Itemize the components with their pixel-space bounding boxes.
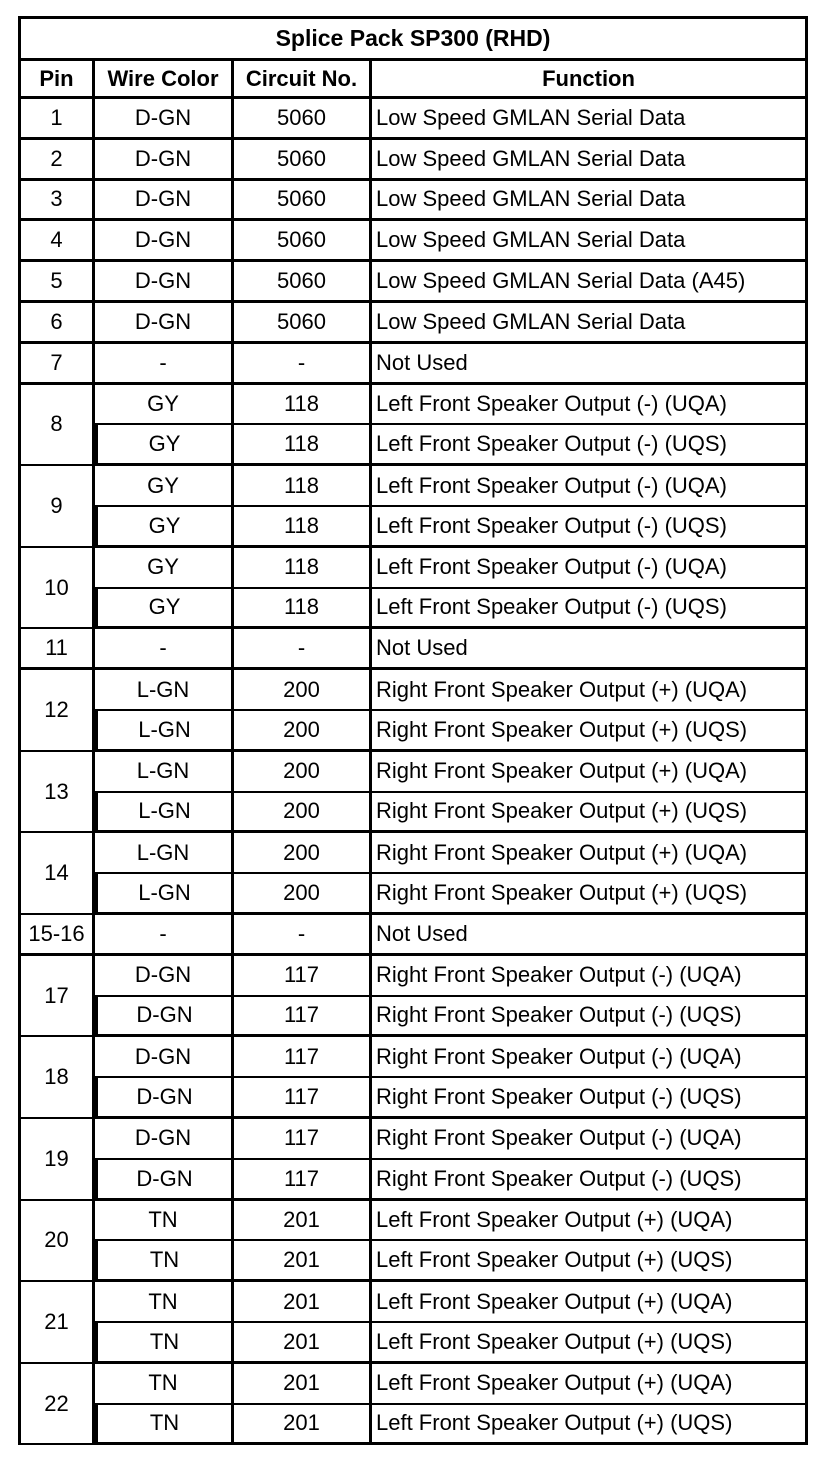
- circuit-cell: 118: [234, 425, 372, 466]
- header-circuit-no: Circuit No.: [234, 61, 372, 99]
- function-cell: Right Front Speaker Output (+) (UQS): [372, 793, 808, 834]
- pin-cell: 10: [18, 548, 95, 630]
- table-row: [18, 711, 808, 752]
- wire-color-cell: D-GN: [95, 997, 234, 1038]
- table-row: [18, 1037, 808, 1078]
- circuit-cell: 200: [234, 711, 372, 752]
- circuit-cell: 117: [234, 1078, 372, 1119]
- table-row: [18, 385, 808, 426]
- header-pin: Pin: [18, 61, 95, 99]
- circuit-cell: 200: [234, 752, 372, 793]
- pin-cell: 22: [18, 1364, 95, 1446]
- pin-cell: 19: [18, 1119, 95, 1201]
- function-cell: Left Front Speaker Output (-) (UQA): [372, 385, 808, 426]
- pin-cell: 7: [18, 344, 95, 385]
- table-row: [18, 1201, 808, 1242]
- pin-cell: 3: [18, 181, 95, 222]
- circuit-cell: 117: [234, 1037, 372, 1078]
- wire-color-cell: -: [95, 629, 234, 670]
- circuit-cell: 118: [234, 466, 372, 507]
- header-function: Function: [372, 61, 808, 99]
- pin-cell: 21: [18, 1282, 95, 1364]
- circuit-cell: 200: [234, 670, 372, 711]
- table-row: [18, 956, 808, 997]
- function-cell: Right Front Speaker Output (-) (UQS): [372, 997, 808, 1038]
- function-cell: Right Front Speaker Output (+) (UQA): [372, 752, 808, 793]
- table-row: [18, 99, 808, 140]
- table-title: Splice Pack SP300 (RHD): [18, 16, 808, 61]
- circuit-cell: 200: [234, 793, 372, 834]
- table-row: [18, 1323, 808, 1364]
- circuit-cell: 117: [234, 1119, 372, 1160]
- table-row: [18, 221, 808, 262]
- pin-cell: 8: [18, 385, 95, 467]
- pin-cell: 11: [18, 629, 95, 670]
- pin-cell: 15-16: [18, 915, 95, 956]
- wire-color-cell: TN: [95, 1282, 234, 1323]
- wire-color-cell: L-GN: [95, 874, 234, 915]
- wire-color-cell: -: [95, 344, 234, 385]
- pin-cell: 18: [18, 1037, 95, 1119]
- pin-cell: 14: [18, 833, 95, 915]
- circuit-cell: 118: [234, 385, 372, 426]
- circuit-cell: 5060: [234, 262, 372, 303]
- table-row: [18, 466, 808, 507]
- function-cell: Low Speed GMLAN Serial Data: [372, 99, 808, 140]
- table-row: [18, 1160, 808, 1201]
- table-row: [18, 181, 808, 222]
- table-row: [18, 1119, 808, 1160]
- pin-cell: 20: [18, 1201, 95, 1283]
- circuit-cell: 201: [234, 1364, 372, 1405]
- function-cell: Low Speed GMLAN Serial Data: [372, 303, 808, 344]
- wire-color-cell: L-GN: [95, 670, 234, 711]
- wire-color-cell: D-GN: [95, 1078, 234, 1119]
- pin-cell: 2: [18, 140, 95, 181]
- function-cell: Right Front Speaker Output (-) (UQA): [372, 1037, 808, 1078]
- function-cell: Right Front Speaker Output (-) (UQA): [372, 1119, 808, 1160]
- wire-color-cell: D-GN: [95, 221, 234, 262]
- function-cell: Low Speed GMLAN Serial Data: [372, 140, 808, 181]
- wire-color-cell: D-GN: [95, 1119, 234, 1160]
- function-cell: Left Front Speaker Output (+) (UQS): [372, 1405, 808, 1446]
- function-cell: Left Front Speaker Output (-) (UQA): [372, 466, 808, 507]
- wire-color-cell: GY: [95, 466, 234, 507]
- table-row: [18, 425, 808, 466]
- wire-color-cell: TN: [95, 1323, 234, 1364]
- splice-pack-table: [18, 16, 808, 1445]
- function-cell: Left Front Speaker Output (-) (UQS): [372, 507, 808, 548]
- pin-cell: 6: [18, 303, 95, 344]
- table-row: [18, 1282, 808, 1323]
- table-row: [18, 670, 808, 711]
- table-body: [18, 99, 808, 1445]
- function-cell: Low Speed GMLAN Serial Data: [372, 221, 808, 262]
- circuit-cell: 117: [234, 956, 372, 997]
- function-cell: Left Front Speaker Output (+) (UQA): [372, 1201, 808, 1242]
- table-row: [18, 1364, 808, 1405]
- wire-color-cell: D-GN: [95, 303, 234, 344]
- table-row: [18, 262, 808, 303]
- wire-color-cell: TN: [95, 1201, 234, 1242]
- wire-color-cell: GY: [95, 507, 234, 548]
- circuit-cell: 5060: [234, 99, 372, 140]
- circuit-cell: -: [234, 915, 372, 956]
- wire-color-cell: D-GN: [95, 1037, 234, 1078]
- wire-color-cell: TN: [95, 1241, 234, 1282]
- table-row: [18, 793, 808, 834]
- function-cell: Not Used: [372, 344, 808, 385]
- wire-color-cell: D-GN: [95, 956, 234, 997]
- wire-color-cell: GY: [95, 425, 234, 466]
- wire-color-cell: GY: [95, 589, 234, 630]
- table-row: [18, 915, 808, 956]
- wire-color-cell: D-GN: [95, 181, 234, 222]
- table-row: [18, 1241, 808, 1282]
- circuit-cell: 201: [234, 1323, 372, 1364]
- function-cell: Right Front Speaker Output (-) (UQS): [372, 1160, 808, 1201]
- table-row: [18, 140, 808, 181]
- table-row: [18, 507, 808, 548]
- table-row: [18, 752, 808, 793]
- header-wire-color: Wire Color: [95, 61, 234, 99]
- wire-color-cell: D-GN: [95, 262, 234, 303]
- circuit-cell: 118: [234, 589, 372, 630]
- function-cell: Right Front Speaker Output (+) (UQA): [372, 833, 808, 874]
- circuit-cell: 118: [234, 548, 372, 589]
- wire-color-cell: TN: [95, 1405, 234, 1446]
- wire-color-cell: D-GN: [95, 1160, 234, 1201]
- function-cell: Not Used: [372, 915, 808, 956]
- pin-cell: 4: [18, 221, 95, 262]
- pin-cell: 9: [18, 466, 95, 548]
- wire-color-cell: GY: [95, 548, 234, 589]
- wire-color-cell: D-GN: [95, 99, 234, 140]
- pin-cell: 17: [18, 956, 95, 1038]
- table-row: [18, 303, 808, 344]
- function-cell: Left Front Speaker Output (+) (UQS): [372, 1323, 808, 1364]
- circuit-cell: -: [234, 629, 372, 670]
- table-row: [18, 833, 808, 874]
- circuit-cell: 117: [234, 997, 372, 1038]
- function-cell: Right Front Speaker Output (+) (UQS): [372, 711, 808, 752]
- wire-color-cell: L-GN: [95, 711, 234, 752]
- wire-color-cell: D-GN: [95, 140, 234, 181]
- table-row: [18, 589, 808, 630]
- wire-color-cell: L-GN: [95, 752, 234, 793]
- table-row: [18, 344, 808, 385]
- pin-cell: 13: [18, 752, 95, 834]
- table-row: [18, 1078, 808, 1119]
- function-cell: Right Front Speaker Output (-) (UQS): [372, 1078, 808, 1119]
- function-cell: Right Front Speaker Output (+) (UQS): [372, 874, 808, 915]
- function-cell: Left Front Speaker Output (+) (UQS): [372, 1241, 808, 1282]
- table-row: [18, 1405, 808, 1446]
- function-cell: Low Speed GMLAN Serial Data: [372, 181, 808, 222]
- wire-color-cell: TN: [95, 1364, 234, 1405]
- table-row: [18, 874, 808, 915]
- table-row: [18, 629, 808, 670]
- wire-color-cell: GY: [95, 385, 234, 426]
- circuit-cell: 5060: [234, 140, 372, 181]
- circuit-cell: 118: [234, 507, 372, 548]
- circuit-cell: 201: [234, 1282, 372, 1323]
- circuit-cell: 201: [234, 1201, 372, 1242]
- function-cell: Left Front Speaker Output (-) (UQS): [372, 589, 808, 630]
- function-cell: Not Used: [372, 629, 808, 670]
- table-row: [18, 548, 808, 589]
- function-cell: Left Front Speaker Output (+) (UQA): [372, 1364, 808, 1405]
- circuit-cell: 200: [234, 874, 372, 915]
- circuit-cell: 117: [234, 1160, 372, 1201]
- circuit-cell: 200: [234, 833, 372, 874]
- pin-cell: 12: [18, 670, 95, 752]
- pin-cell: 5: [18, 262, 95, 303]
- circuit-cell: 201: [234, 1405, 372, 1446]
- function-cell: Low Speed GMLAN Serial Data (A45): [372, 262, 808, 303]
- wire-color-cell: L-GN: [95, 793, 234, 834]
- wire-color-cell: L-GN: [95, 833, 234, 874]
- function-cell: Left Front Speaker Output (-) (UQS): [372, 425, 808, 466]
- function-cell: Left Front Speaker Output (-) (UQA): [372, 548, 808, 589]
- wire-color-cell: -: [95, 915, 234, 956]
- pin-cell: 1: [18, 99, 95, 140]
- function-cell: Left Front Speaker Output (+) (UQA): [372, 1282, 808, 1323]
- circuit-cell: 5060: [234, 303, 372, 344]
- function-cell: Right Front Speaker Output (+) (UQA): [372, 670, 808, 711]
- circuit-cell: 5060: [234, 181, 372, 222]
- circuit-cell: -: [234, 344, 372, 385]
- circuit-cell: 5060: [234, 221, 372, 262]
- table-row: [18, 997, 808, 1038]
- circuit-cell: 201: [234, 1241, 372, 1282]
- function-cell: Right Front Speaker Output (-) (UQA): [372, 956, 808, 997]
